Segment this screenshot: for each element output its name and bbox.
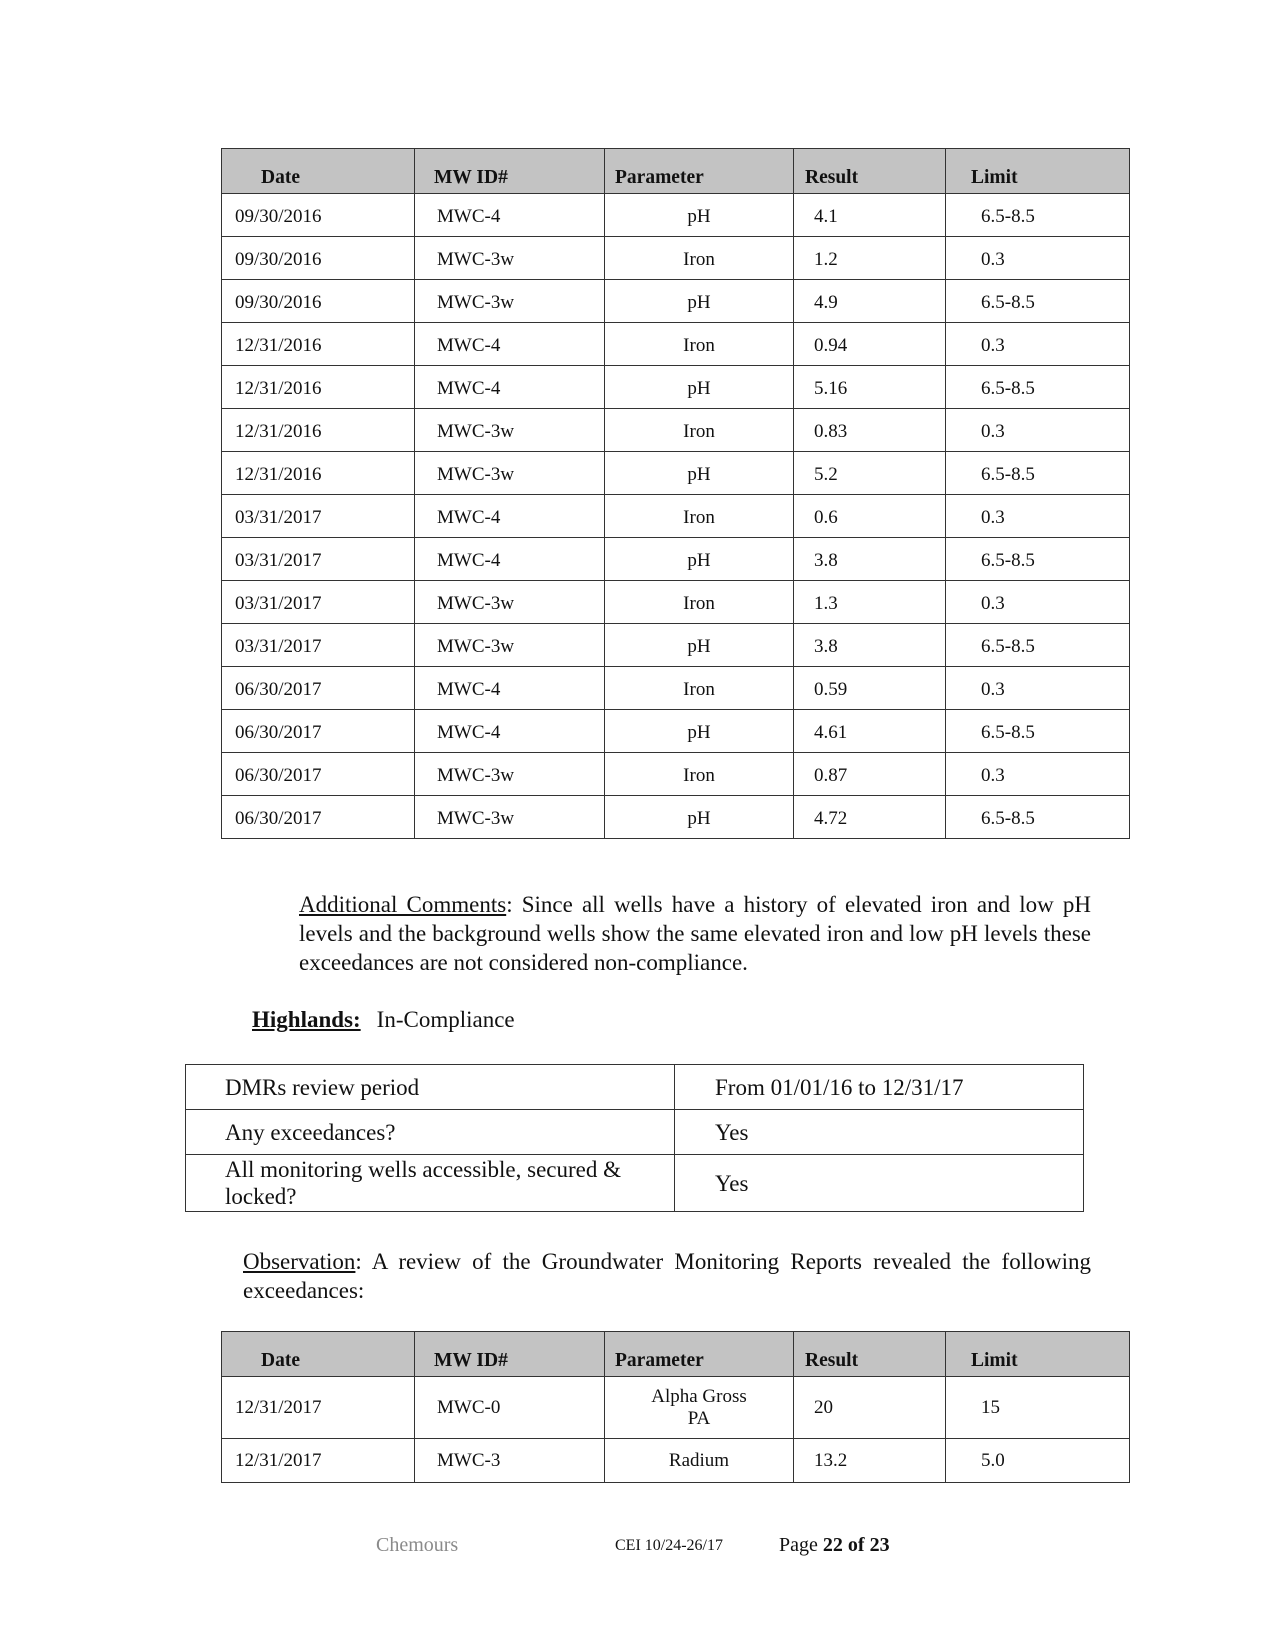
cell-limit: 0.3 [946,495,1130,538]
header-mw-id: MW ID# [415,149,605,194]
table-row [222,581,1130,624]
cell-date: 09/30/2016 [222,237,415,280]
page-footer [0,1534,1275,1564]
table-row [222,710,1130,753]
cell-mw-id: MWC-4 [415,710,605,753]
cell-parameter: Radium [605,1439,794,1483]
cell-mw-id: MWC-3w [415,452,605,495]
cell-parameter: Iron [605,667,794,710]
header-date: Date [222,1332,415,1377]
table-row [222,323,1130,366]
additional-comments-text: : Since all wells have a history of elevated iron and low pH levels and the background wells show the same elevated iron and low pH levels these exceedances are not considered non-compliance. [299,892,1091,975]
cell-mw-id: MWC-3w [415,409,605,452]
cell-result: 5.16 [794,366,946,409]
observation [243,1247,1091,1305]
header-date: Date [222,149,415,194]
cell-result: 5.2 [794,452,946,495]
table-row [222,366,1130,409]
dmr-row [186,1155,1084,1212]
header-result: Result [794,149,946,194]
header-limit: Limit [946,149,1130,194]
cell-date: 09/30/2016 [222,194,415,237]
table-row [222,1439,1130,1483]
cell-mw-id: MWC-4 [415,323,605,366]
cell-date: 06/30/2017 [222,667,415,710]
cell-date: 12/31/2016 [222,323,415,366]
highlands-label: Highlands: [252,1007,361,1032]
table-row [222,452,1130,495]
table-row [222,796,1130,839]
cell-parameter: Iron [605,581,794,624]
header-parameter: Parameter [605,1332,794,1377]
table-row [222,237,1130,280]
cell-mw-id: MWC-4 [415,538,605,581]
cell-mw-id: MWC-4 [415,366,605,409]
cell-result: 0.6 [794,495,946,538]
footer-reference: CEI 10/24-26/17 [615,1537,723,1554]
cell-parameter: pH [605,194,794,237]
dmr-review-table [185,1064,1084,1212]
cell-parameter: Iron [605,753,794,796]
cell-mw-id: MWC-3w [415,753,605,796]
dmr-row [186,1110,1084,1155]
cell-result: 0.59 [794,667,946,710]
cell-result: 13.2 [794,1439,946,1483]
cell-mw-id: MWC-0 [415,1377,605,1439]
cell-result: 0.83 [794,409,946,452]
table-row [222,280,1130,323]
dmr-label: DMRs review period [186,1065,675,1110]
cell-parameter: Iron [605,409,794,452]
dmr-label: All monitoring wells accessible, secured & locked? [186,1155,675,1212]
cell-mw-id: MWC-3w [415,796,605,839]
cell-parameter: Alpha Gross PA [605,1377,794,1439]
cell-mw-id: MWC-3 [415,1439,605,1483]
cell-date: 03/31/2017 [222,495,415,538]
cell-result: 4.1 [794,194,946,237]
dmr-row [186,1065,1084,1110]
observation-label: Observation [243,1249,356,1274]
page-total: 23 [869,1534,890,1556]
cell-date: 12/31/2016 [222,452,415,495]
cell-parameter: Iron [605,237,794,280]
cell-date: 03/31/2017 [222,581,415,624]
cell-limit: 0.3 [946,753,1130,796]
highlands-heading [252,1005,515,1035]
table-row [222,538,1130,581]
cell-result: 1.3 [794,581,946,624]
cell-parameter: pH [605,624,794,667]
cell-limit: 6.5-8.5 [946,452,1130,495]
table-header-row [222,149,1130,194]
cell-date: 06/30/2017 [222,753,415,796]
cell-parameter: pH [605,366,794,409]
cell-limit: 15 [946,1377,1130,1439]
page-number [779,1534,890,1557]
cell-result: 4.61 [794,710,946,753]
cell-result: 4.9 [794,280,946,323]
observation-text: : A review of the Groundwater Monitoring Reports revealed the following exceedances: [243,1249,1091,1303]
cell-result: 3.8 [794,538,946,581]
cell-limit: 5.0 [946,1439,1130,1483]
cell-limit: 6.5-8.5 [946,624,1130,667]
cell-result: 20 [794,1377,946,1439]
cell-limit: 6.5-8.5 [946,194,1130,237]
cell-date: 09/30/2016 [222,280,415,323]
table-row [222,409,1130,452]
dmr-label: Any exceedances? [186,1110,675,1155]
header-result: Result [794,1332,946,1377]
header-mw-id: MW ID# [415,1332,605,1377]
cell-date: 03/31/2017 [222,624,415,667]
cell-mw-id: MWC-4 [415,194,605,237]
cell-mw-id: MWC-3w [415,280,605,323]
cell-date: 06/30/2017 [222,710,415,753]
cell-date: 12/31/2016 [222,409,415,452]
cell-limit: 0.3 [946,409,1130,452]
cell-date: 12/31/2017 [222,1377,415,1439]
cell-limit: 0.3 [946,323,1130,366]
cell-result: 3.8 [794,624,946,667]
dmr-value: From 01/01/16 to 12/31/17 [675,1065,1084,1110]
cell-limit: 0.3 [946,237,1130,280]
additional-comments-label: Additional Comments [299,892,507,917]
cell-limit: 6.5-8.5 [946,366,1130,409]
cell-limit: 6.5-8.5 [946,710,1130,753]
cell-limit: 6.5-8.5 [946,538,1130,581]
cell-parameter: pH [605,280,794,323]
cell-date: 03/31/2017 [222,538,415,581]
cell-parameter: pH [605,796,794,839]
cell-limit: 6.5-8.5 [946,796,1130,839]
cell-result: 0.94 [794,323,946,366]
cell-parameter: pH [605,538,794,581]
table-header-row [222,1332,1130,1377]
page-of: of [847,1534,865,1556]
cell-result: 4.72 [794,796,946,839]
cell-parameter: pH [605,452,794,495]
table-row [222,194,1130,237]
cell-date: 12/31/2017 [222,1439,415,1483]
dmr-value: Yes [675,1155,1084,1212]
cell-mw-id: MWC-3w [415,237,605,280]
table-row [222,1377,1130,1439]
page-current: 22 [822,1534,843,1556]
highlands-status: In-Compliance [376,1007,515,1032]
cell-result: 0.87 [794,753,946,796]
table-row [222,753,1130,796]
cell-date: 06/30/2017 [222,796,415,839]
dmr-value: Yes [675,1110,1084,1155]
cell-parameter: Iron [605,323,794,366]
cell-mw-id: MWC-4 [415,667,605,710]
cell-limit: 0.3 [946,667,1130,710]
cell-limit: 6.5-8.5 [946,280,1130,323]
cell-parameter: pH [605,710,794,753]
page-prefix: Page [779,1534,818,1556]
table-row [222,495,1130,538]
header-limit: Limit [946,1332,1130,1377]
exceedance-table-1 [221,148,1130,839]
table-row [222,624,1130,667]
cell-parameter: Iron [605,495,794,538]
cell-result: 1.2 [794,237,946,280]
cell-mw-id: MWC-3w [415,624,605,667]
cell-limit: 0.3 [946,581,1130,624]
additional-comments [299,890,1091,977]
exceedance-table-2 [221,1331,1130,1483]
table-row [222,667,1130,710]
cell-mw-id: MWC-3w [415,581,605,624]
header-parameter: Parameter [605,149,794,194]
cell-date: 12/31/2016 [222,366,415,409]
cell-mw-id: MWC-4 [415,495,605,538]
footer-company: Chemours [376,1534,459,1556]
